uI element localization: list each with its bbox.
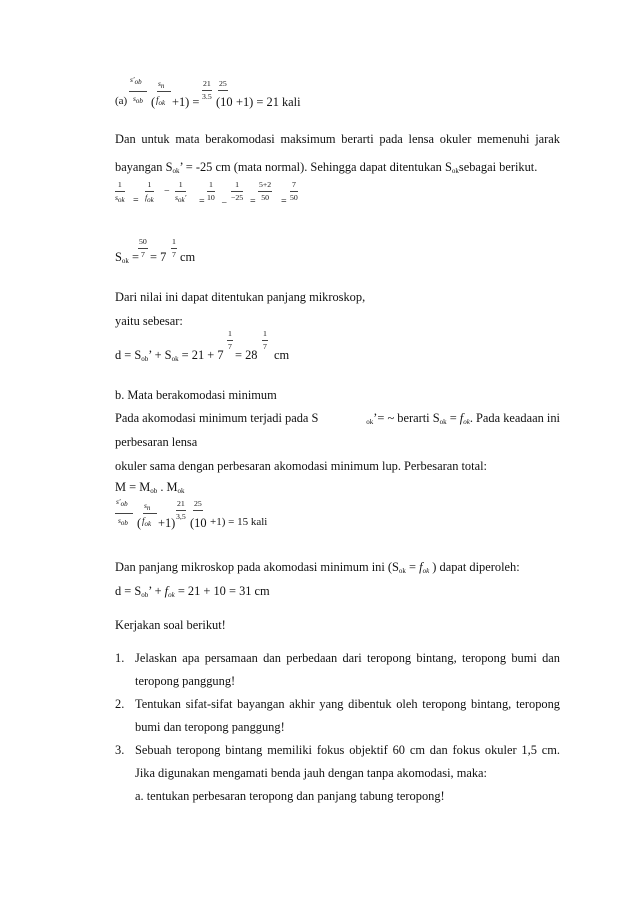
section-b-heading: b. Mata berakomodasi minimum [115,388,277,402]
eq-m-sn: $s_n$ [144,501,151,512]
eq-b-eq2: = [199,196,205,207]
eq-a-bar-1 [129,91,147,92]
eq-a-fok: $f_{ok}$ [156,95,166,107]
eq-b-frac-5: 1 −25 [231,180,244,202]
para2-line1: Dari nilai ini dapat ditentukan panjang mikroskop, [115,290,366,304]
para3-line2: $d = S_{ob}$’ + $f_{ok} = 21 + 10 = 31$ cm [115,584,270,599]
eq-sok-frac-50-7: 50 7 [139,237,147,259]
exercise-item-text: Tentukan sifat-sifat bayangan akhir yang dibentuk oleh teropong bintang, teropong [135,697,560,711]
exercise-item-number: 1. [115,651,125,665]
eq-b-minus2: – [222,197,227,207]
eq-a-bar-2 [157,91,171,92]
eq-m-frac-21: 21 3,5 [176,499,186,521]
eq-b-eq4: = [281,196,287,207]
para1-line2: bayangan $S_{ok}$’ = -25 cm (mata normal). Sehingga dapat ditentukan $S_{ok}sebagai$ berikut. [115,160,538,175]
eq-m-mid: (10 [190,516,207,530]
eq-b-frac-4: 1 10 [207,180,215,202]
eq-a-frac-21: 21 3.5 [202,79,212,101]
eq-a-sob-prime: $s'_{ob}$ [130,75,142,86]
eq-a-mid: (10 [216,95,233,109]
eq-b-eq1: = [133,195,139,206]
eq-a-plus-one: +1) = [172,95,200,109]
eq-sok-unit: cm [180,250,196,264]
section-b-line2: perbesaran lensa [115,435,198,449]
eq-b-eq3: = [250,196,256,207]
eq-a-label: (a) [115,95,128,107]
exercise-item-text-cont: Jika digunakan mengamati benda jauh dengan tanpa akomodasi, maka: [135,766,487,780]
eq-b-frac-3: 1 $s_{ok}'$ [175,180,187,204]
eq-b-frac-7: 7 50 [290,180,298,202]
eq-sok-s: $S_{ok}$ = [115,250,139,265]
para2-line2: yaitu sebesar: [115,314,183,328]
exercise-heading: Kerjakan soal berikut! [115,618,226,632]
section-b-line1: Pada akomodasi minimum terjadi pada S $_{ok}$’= ~ berarti $S_{ok} = f_{ok}$. Pada keadaan ini [115,411,560,426]
eq-m-sob-prime: $s'_{ob}$ [116,497,128,508]
para1-line1: Dan untuk mata berakomodasi maksimum berarti pada lensa okuler memenuhi jarak [115,132,560,146]
eq-m-bar-2 [143,513,157,514]
exercise-item-text: Jelaskan apa persamaan dan perbedaan dari teropong bintang, teropong bumi dan [135,651,560,665]
eq-a-sn: $s_n$ [158,79,165,90]
exercise-item-number: 3. [115,743,125,757]
eq-b-frac-1: 1 $s_{ok}$ [115,180,125,204]
eq-m-sob-den: $s_{ob}$ [118,516,128,527]
eq-m-fok: $f_{ok}$ [142,516,152,528]
para3-line1: Dan panjang mikroskop pada akomodasi minimum ini ($S_{ok} = f_{ok}$ ) dapat diperoleh: [115,560,520,575]
eq-d-left: $d = S_{ob}$’ + $S_{ok} = 21 + 7$ [115,348,224,363]
eq-d-mid: = 28 [235,348,258,362]
eq-a-sob-den: $s_{ob}$ [133,94,143,105]
exercise-item-subtask: a. tentukan perbesaran teropong dan panjang tabung teropong! [135,789,445,803]
eq-d-frac-2: 1 7 [263,329,267,351]
exercise-item-number: 2. [115,697,125,711]
eq-m-tail: +1) = 15 kali [210,516,268,528]
exercise-item-text-cont: bumi dan teropong panggung! [135,720,285,734]
eq-sok-frac-1-7: 1 7 [172,237,176,259]
eq-b-frac-2: 1 $f_{ok}$ [145,180,154,204]
eq-a-frac-25: 25 [218,80,228,101]
eq-b-frac-6: 5+2 50 [259,180,272,202]
eq-m-plus-one: +1) [158,516,176,530]
section-b-line4: $M = M_{ob}$ . $M_{ok}$ [115,480,185,495]
eq-b-minus: − [164,186,170,197]
eq-a-tail: +1) = 21 kali [236,95,301,109]
section-b-line3: okuler sama dengan perbesaran akomodasi minimum lup. Perbesaran total: [115,459,487,473]
exercise-item-text: Sebuah teropong bintang memiliki fokus objektif 60 cm dan fokus okuler 1,5 cm. [135,743,560,757]
eq-m-paren: ( [137,516,142,530]
exercise-item-text-cont: teropong panggung! [135,674,236,688]
eq-a-paren: ( [151,95,156,109]
eq-m-frac-25: 25 [193,500,203,521]
eq-m-bar-1 [115,513,133,514]
eq-d-frac-1: 1 7 [228,329,232,351]
eq-d-unit: cm [274,348,290,362]
eq-sok-eq2: = 7 [150,250,167,264]
